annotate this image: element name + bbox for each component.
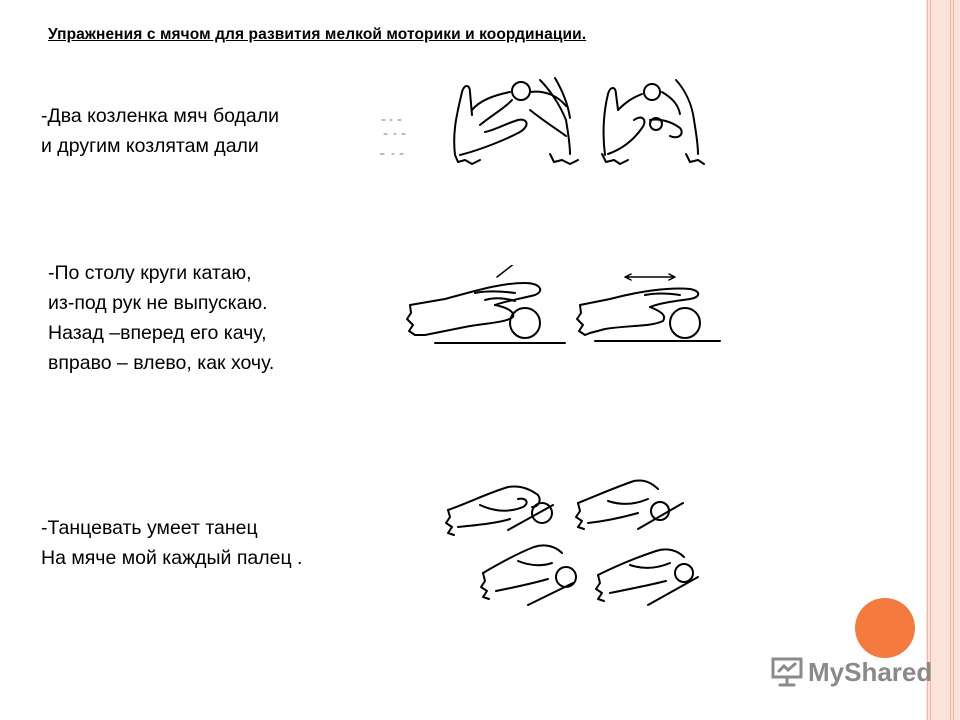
scribble-marks (380, 120, 405, 154)
verse-line: Назад –вперед его качу, (48, 322, 267, 344)
hand-pair-left-illustration (454, 78, 578, 164)
hand-left-rolling (407, 265, 565, 343)
fingers-dancing-on-ball-illustration (438, 465, 708, 615)
slide-title: Упражнения с мячом для развития мелкой моторики и координации. (48, 26, 587, 43)
verse-line: вправо – влево, как хочу. (48, 352, 275, 374)
decorative-orange-circle (855, 598, 915, 658)
hands-rolling-ball-illustration (405, 265, 725, 350)
verse-line: -Танцевать умеет танец (41, 517, 258, 539)
slide-frame-line (953, 0, 954, 720)
hand-bottom-right (596, 549, 698, 605)
verse-goats (41, 101, 279, 161)
slide-frame-line (930, 0, 931, 720)
hand-top-left (446, 486, 553, 535)
hand-pair-right-illustration (602, 80, 704, 164)
hand-bottom-left (481, 545, 576, 605)
verse-line: На мяче мой каждый палец . (41, 547, 303, 569)
presentation-board-icon (770, 656, 804, 688)
verse-dancing (41, 513, 302, 573)
hand-top-right (576, 480, 683, 529)
verse-rolling (48, 258, 274, 378)
slide-frame-line (927, 0, 928, 720)
verse-line: -По столу круги катаю, (48, 262, 252, 284)
hands-holding-ball-illustration (380, 70, 720, 170)
watermark-brand-text: MyShared (808, 656, 933, 687)
slide-frame-line (950, 0, 951, 720)
slide-frame-band (926, 0, 960, 720)
verse-line: из-под рук не выпускаю. (48, 292, 268, 314)
hand-right-rolling (577, 274, 720, 341)
verse-line: и другим козлятам дали (41, 135, 259, 157)
myshared-watermark (770, 656, 932, 688)
verse-line: -Два козленка мяч бодали (41, 105, 280, 127)
